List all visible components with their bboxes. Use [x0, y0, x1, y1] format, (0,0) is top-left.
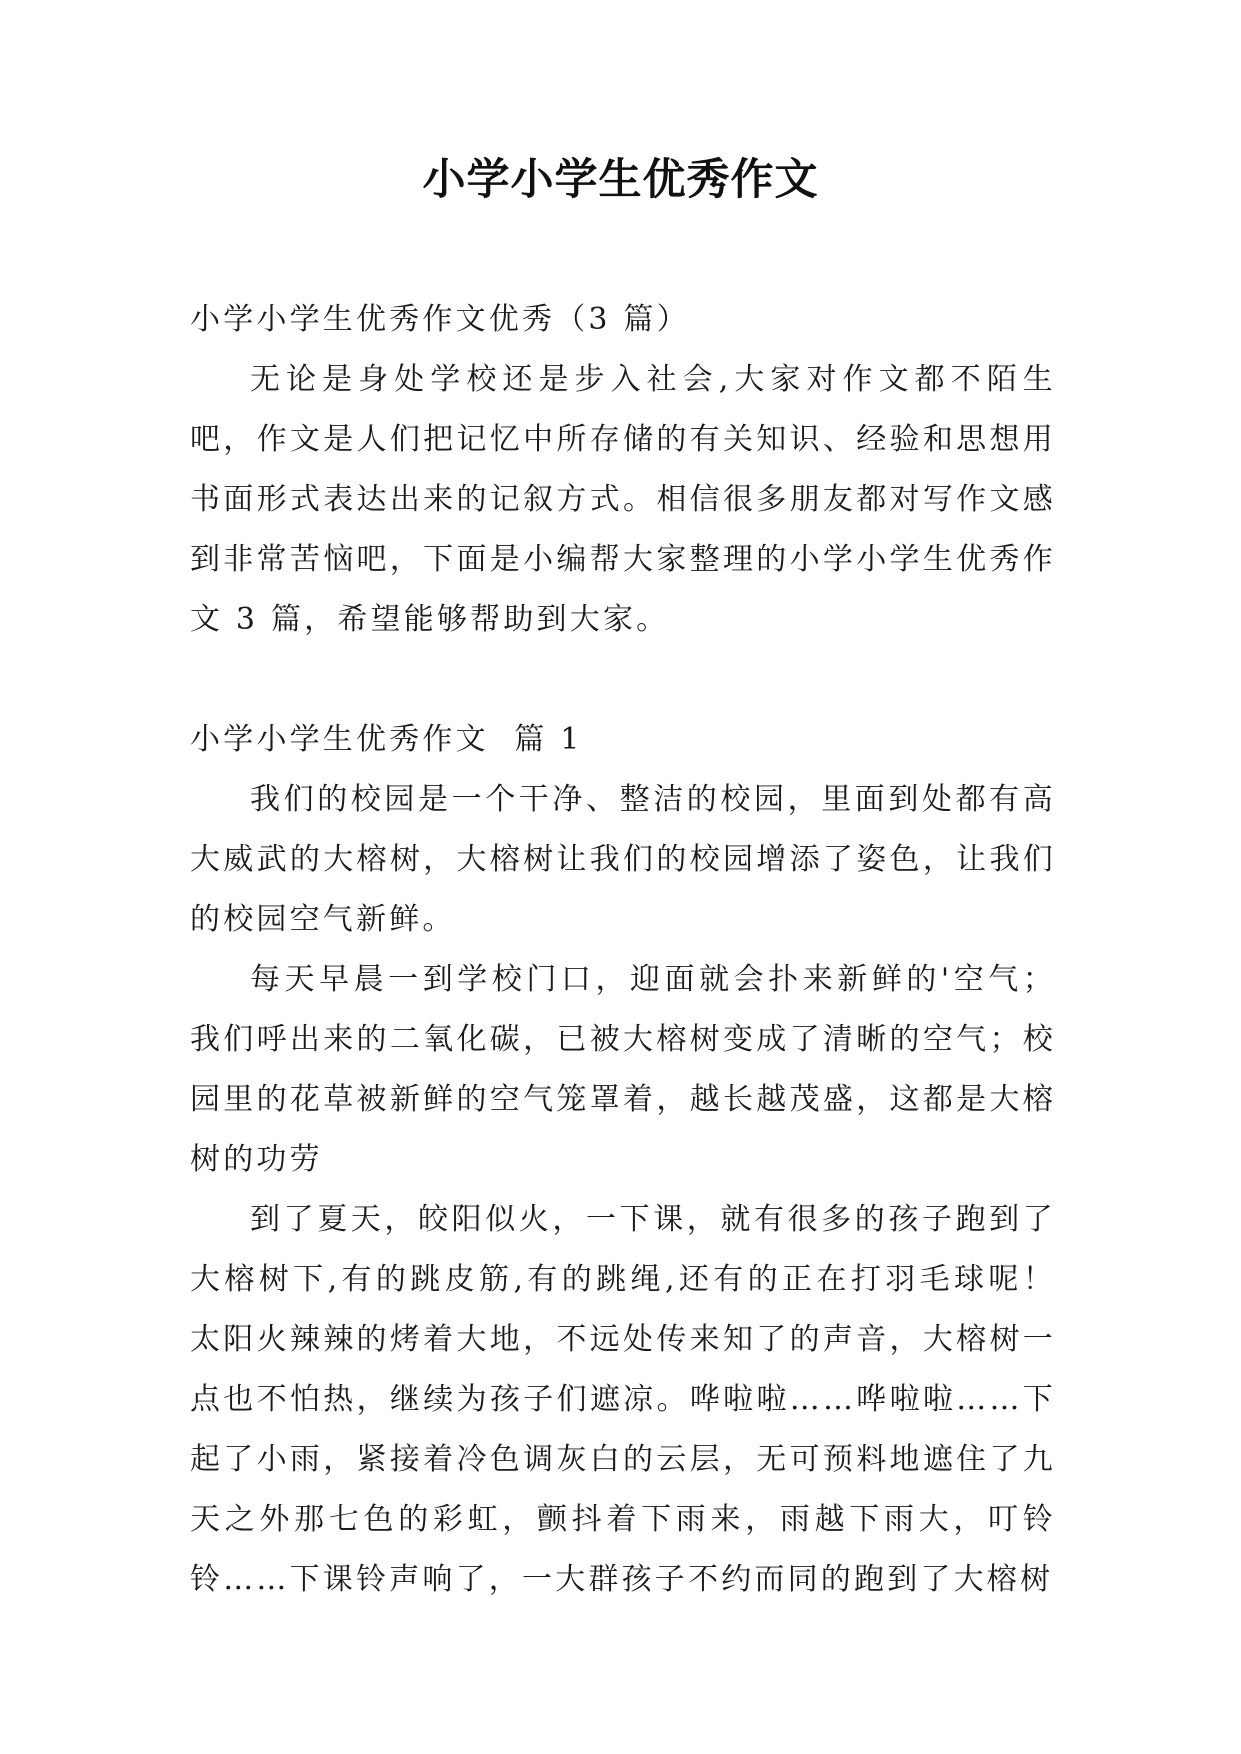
- document-title: 小学小学生优秀作文: [422, 155, 819, 205]
- section-spacer: [190, 650, 1056, 710]
- section-paragraph-3: 到了夏天，皎阳似火，一下课，就有很多的孩子跑到了大榕树下,有的跳皮筋,有的跳绳,还有的正在打羽毛球呢！太阳火辣辣的烤着大地，不远处传来知了的声音，大榕树一点也不怕热，继续为孩子们遮凉。哗啦啦……哗啦啦……下起了小雨，紧接着冷色调灰白的云层，无可预料地遮住了九天之外那七色的彩虹，颤抖着下雨来，雨越下雨大，叮铃铃……下课铃声响了，一大群孩子不约而同的跑到了大榕树: [190, 1202, 1056, 1597]
- document-body: [190, 290, 1056, 1610]
- document-subtitle: 小学小学生优秀作文优秀（3 篇）: [190, 302, 690, 337]
- intro-paragraph: 无论是身处学校还是步入社会,大家对作文都不陌生吧，作文是人们把记忆中所存储的有关知识、经验和思想用书面形式表达出来的记叙方式。相信很多朋友都对写作文感到非常苦恼吧，下面是小编帮大家整理的小学小学生优秀作文 3 篇，希望能够帮助到大家。: [190, 362, 1056, 637]
- section-paragraph-2: 每天早晨一到学校门口，迎面就会扑来新鲜的'空气；我们呼出来的二氧化碳，已被大榕树变成了清晰的空气；校园里的花草被新鲜的空气笼罩着，越长越茂盛，这都是大榕树的功劳: [190, 962, 1056, 1177]
- section-heading: 小学小学生优秀作文 篇 1: [190, 722, 583, 757]
- section-paragraph-1: 我们的校园是一个干净、整洁的校园，里面到处都有高大威武的大榕树，大榕树让我们的校园增添了姿色，让我们的校园空气新鲜。: [190, 782, 1056, 937]
